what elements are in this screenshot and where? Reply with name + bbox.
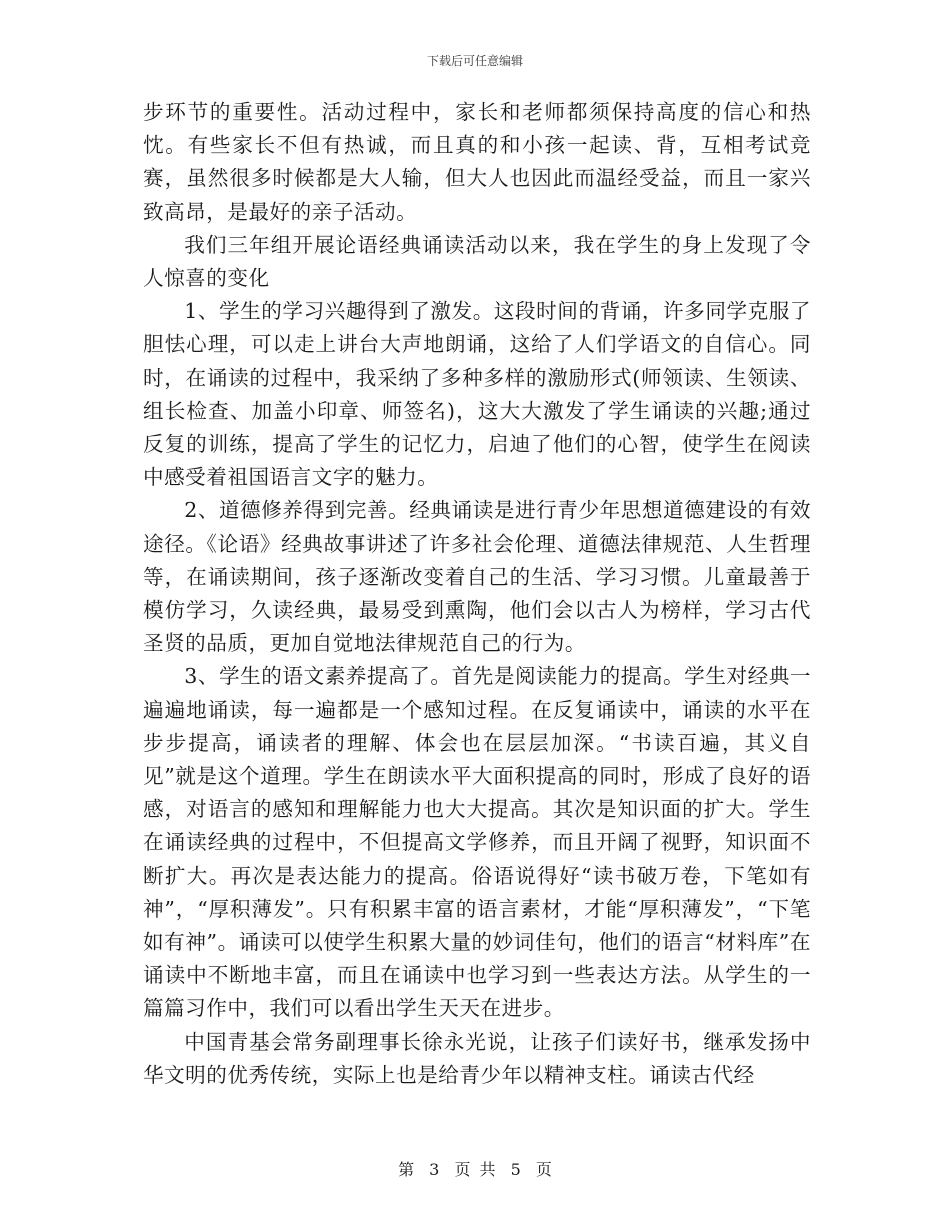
paragraph-1: 步环节的重要性。活动过程中，家长和老师都须保持高度的信心和热忱。有些家长不但有热诚，而且真的和小孩一起读、背，互相考试竞赛，虽然很多时候都是大人输，但大人也因此而温经受益，而且一家兴致高昂，是最好的亲子活动。	[143, 100, 811, 224]
paragraph-5: 3、学生的语文素养提高了。首先是阅读能力的提高。学生对经典一遍遍地诵读，每一遍都是一个感知过程。在反复诵读中，诵读的水平在步步提高，诵读者的理解、体会也在层层加深。“书读百遍，其义自见”就是这个道理。学生在朗读水平大面积提高的同时，形成了良好的语感，对语言的感知和理解能力也大大提高。其次是知识面的扩大。学生在诵读经典的过程中，不但提高文学修养，而且开阔了视野，知识面不断扩大。再次是表达能力的提高。俗语说得好“读书破万卷，下笔如有神”，“厚积薄发”。只有积累丰富的语言素材，才能“厚积薄发”，“下笔如有神”。诵读可以使学生积累大量的妙词佳句，他们的语言“材料库”在诵读中不断地丰富，而且在诵读中也学习到一些表达方法。从学生的一篇篇习作中，我们可以看出学生天天在进步。	[143, 664, 811, 1021]
page-label-suffix: 页	[535, 1160, 552, 1179]
page-header-note: 下载后可任意编辑	[426, 54, 523, 68]
document-body	[143, 96, 811, 1092]
paragraph-3: 1、学生的学习兴趣得到了激发。这段时间的背诵，许多同学克服了胆怯心理，可以走上讲台大声地朗诵，这给了人们学语文的自信心。同时，在诵读的过程中，我采纳了多种多样的激励形式(师领读、生领读、组长检查、加盖小印章、师签名)，这大大激发了学生诵读的兴趣;通过反复的训练，提高了学生的记忆力，启迪了他们的心智，使学生在阅读中感受着祖国语言文字的魅力。	[143, 299, 811, 490]
paragraph-4: 2、道德修养得到完善。经典诵读是进行青少年思想道德建设的有效途径。《论语》经典故事讲述了许多社会伦理、道德法律规范、人生哲理等，在诵读期间，孩子逐渐改变着自己的生活、学习习惯。儿童最善于模仿学习，久读经典，最易受到熏陶，他们会以古人为榜样，学习古代圣贤的品质，更加自觉地法律规范自己的行为。	[143, 498, 811, 656]
paragraph-6: 中国青基会常务副理事长徐永光说，让孩子们读好书，继承发扬中华文明的优秀传统，实际上也是给青少年以精神支柱。诵读古代经	[143, 1029, 811, 1087]
page-total: 5	[510, 1160, 521, 1179]
page-footer	[0, 1157, 950, 1180]
page-number: 3	[429, 1160, 440, 1179]
page-label-mid: 页 共	[454, 1160, 496, 1179]
page-label-prefix: 第	[398, 1160, 415, 1179]
paragraph-2: 我们三年组开展论语经典诵读活动以来，我在学生的身上发现了令人惊喜的变化	[143, 232, 811, 291]
